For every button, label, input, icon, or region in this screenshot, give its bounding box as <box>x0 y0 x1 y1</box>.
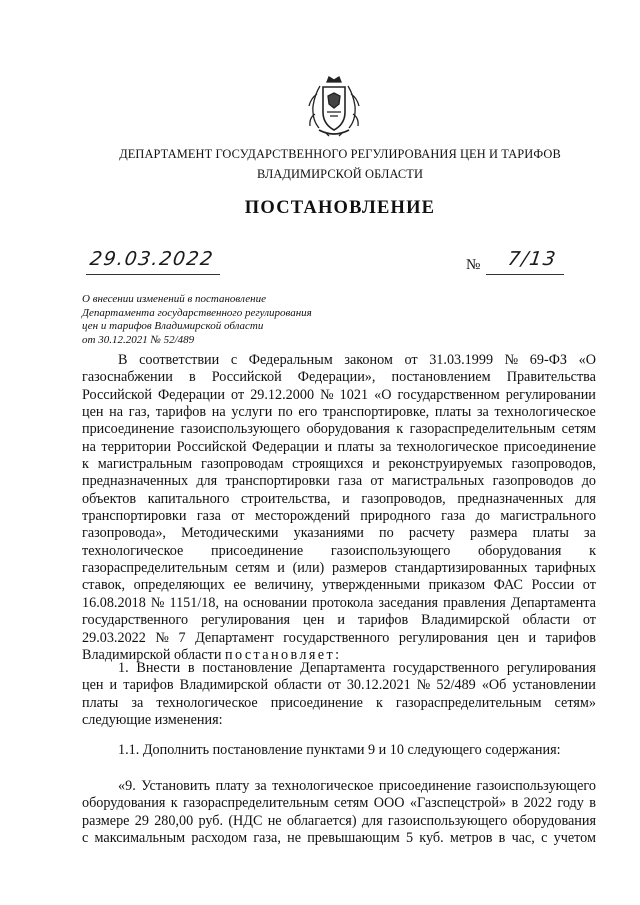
word: платы <box>532 525 569 542</box>
word: транспортировки <box>82 508 187 525</box>
word: его <box>298 404 318 421</box>
word: строительства, <box>241 490 331 507</box>
word: 30.12.2021 <box>346 677 411 694</box>
text-line <box>82 387 596 404</box>
resolves-word: постановляет: <box>225 646 342 663</box>
word: к <box>375 694 383 711</box>
word: 29.12.2000 <box>250 386 315 403</box>
word: № <box>416 677 431 694</box>
word: Департамента <box>510 594 596 611</box>
word: технологическое <box>82 542 184 559</box>
text-line <box>82 830 596 847</box>
word: тарифных <box>535 560 596 577</box>
text-line <box>82 508 596 525</box>
text-line-content: Владимирской области <box>82 646 222 663</box>
word: тарифов <box>545 629 596 646</box>
word: присоединение <box>378 778 472 794</box>
word: капитального <box>147 490 230 507</box>
document-date: 29.03.2022 <box>88 248 216 270</box>
text-line-content: следующие изменения: <box>82 712 223 729</box>
word: территории <box>101 438 172 455</box>
text-line <box>82 560 596 577</box>
word: области <box>274 677 322 694</box>
word: Федерации <box>252 438 320 455</box>
word: ставок, <box>82 577 126 594</box>
word: за <box>476 404 489 421</box>
word: на <box>211 404 226 421</box>
word: расходом <box>191 830 248 847</box>
text-line <box>82 439 596 456</box>
word: тарифов <box>155 404 207 421</box>
word: регулирования <box>506 660 596 676</box>
word: присоединение <box>211 542 304 559</box>
text-line <box>82 695 596 712</box>
word: 2022 <box>523 795 552 812</box>
text-line <box>82 660 596 677</box>
word: Федеральным <box>248 352 333 368</box>
word: Установить <box>141 778 211 794</box>
word: государственного <box>82 612 189 629</box>
word: газораспределительным <box>409 421 556 438</box>
subject-line: Департамента государственного регулирования <box>82 306 312 319</box>
word: к <box>589 542 596 559</box>
word: газопроводам <box>201 456 284 473</box>
word: в <box>511 795 519 812</box>
word: для <box>361 812 383 829</box>
word: области <box>522 612 570 629</box>
word: цен <box>82 677 104 694</box>
word: Владимирской <box>179 677 269 694</box>
word: технологическое <box>272 778 374 794</box>
word: тарифов <box>123 677 174 694</box>
word: час, <box>511 830 535 847</box>
word: предназначенных <box>82 473 189 490</box>
word: в <box>589 795 596 812</box>
word: от <box>582 577 596 594</box>
number-underline <box>486 274 564 275</box>
subject-line: от 30.12.2021 № 52/489 <box>82 333 195 346</box>
word: размера <box>469 525 518 542</box>
word: году <box>557 795 584 812</box>
word: за <box>379 438 392 455</box>
word: «9. <box>118 778 136 794</box>
word: (НДС <box>228 812 263 829</box>
word: газа, <box>253 830 281 847</box>
subject-line: О внесении изменений в постановление <box>82 293 266 305</box>
word: расчету <box>408 525 455 542</box>
text-line <box>82 778 596 795</box>
word: газопроводов <box>492 473 574 490</box>
word: регулировании <box>505 386 596 403</box>
text-line <box>82 352 596 369</box>
word: газа <box>196 508 221 525</box>
word: к <box>82 456 89 473</box>
word: присоединение <box>503 438 596 455</box>
subject-line: цен и тарифов Владимирской области <box>82 320 264 333</box>
word: сетям <box>334 795 369 812</box>
word: сетям» <box>554 694 596 711</box>
word: цен <box>82 404 104 421</box>
word: предназначенных <box>457 490 564 507</box>
word: оборудования <box>478 542 562 559</box>
text-line <box>82 491 596 508</box>
text-line <box>82 577 596 594</box>
word: сетям <box>235 560 270 577</box>
word: магистральным <box>97 456 193 473</box>
word: технологическое <box>494 404 596 421</box>
word: максимальным <box>94 830 186 847</box>
word: газоиспользующего <box>330 542 451 559</box>
word: присоединение <box>270 694 363 711</box>
date-underline <box>86 274 220 275</box>
text-line <box>82 813 596 830</box>
word: на <box>224 594 238 611</box>
word: 31.03.1999 <box>429 352 494 368</box>
item-1-1-paragraph <box>82 742 596 759</box>
word: Внести <box>136 660 181 676</box>
word: с <box>230 352 238 368</box>
word: указаниями <box>293 525 364 542</box>
word: от <box>327 677 341 694</box>
word: платы <box>82 694 119 711</box>
word: основании <box>243 594 308 611</box>
text-line <box>82 595 596 612</box>
word: размеров <box>331 560 387 577</box>
word: в <box>187 660 195 676</box>
word: «О <box>374 386 392 403</box>
word: газопроводов, <box>511 456 596 473</box>
word: с <box>82 830 89 847</box>
word: законом <box>344 352 393 368</box>
word: и <box>109 677 118 694</box>
word: от <box>231 508 245 525</box>
word: природного <box>360 508 431 525</box>
text-line <box>82 612 596 629</box>
word: заседания <box>378 594 439 611</box>
word: месторождений <box>254 508 350 525</box>
word: газоиспользующего <box>387 812 508 829</box>
word: транспортировке, <box>322 404 430 421</box>
word: 1021 <box>339 386 369 403</box>
word: платы <box>337 438 375 455</box>
text-line <box>82 473 596 490</box>
word: по <box>278 404 293 421</box>
text-line <box>82 369 596 386</box>
word: оборудования <box>306 421 390 438</box>
word: газоснабжении <box>82 369 173 386</box>
word: в <box>188 369 196 386</box>
text-line <box>82 421 596 438</box>
word: и <box>337 612 345 629</box>
word: реконструируемых <box>388 456 503 473</box>
word: газа <box>338 473 363 490</box>
text-line <box>82 742 596 759</box>
word: газопроводов, <box>361 490 446 507</box>
word: ООО <box>373 795 405 812</box>
text-line <box>82 404 596 421</box>
word: газораспределительным <box>395 694 542 711</box>
department-name-line2: ВЛАДИМИРСКОЙ ОБЛАСТИ <box>256 167 424 181</box>
word: (или) <box>292 560 325 577</box>
word: Российской <box>82 386 152 403</box>
word: газ, <box>128 404 151 421</box>
word: Владимирской <box>421 612 510 629</box>
word: Департамента <box>300 660 386 676</box>
word: тарифов <box>357 612 409 629</box>
word: не <box>267 812 282 829</box>
word: определяющих <box>133 577 225 594</box>
word: соответствии <box>139 352 220 368</box>
word: облагается) <box>286 812 357 829</box>
word: ФАС <box>493 577 523 594</box>
word: магистрального <box>500 508 596 525</box>
word: установлении <box>512 677 596 694</box>
word: «О <box>578 352 596 368</box>
word: цен <box>302 612 325 629</box>
word: от <box>404 352 418 368</box>
word: утвержденными <box>322 577 421 594</box>
word: № <box>155 629 169 646</box>
word: газоиспользующего <box>476 778 596 794</box>
word: В <box>118 352 128 368</box>
word: на <box>82 438 96 455</box>
word: метров <box>449 830 493 847</box>
coat-of-arms-icon <box>305 74 363 140</box>
text-line <box>82 456 596 473</box>
word: транспортировки <box>225 473 330 490</box>
word: Правительства <box>506 369 596 386</box>
word: не <box>287 830 301 847</box>
item-9-paragraph <box>82 778 596 847</box>
word: Методическими <box>181 525 279 542</box>
word: № <box>320 386 334 403</box>
word: 1. <box>118 660 129 676</box>
word: газораспределительным <box>82 560 228 577</box>
document-subject <box>82 293 312 347</box>
word: России <box>531 577 575 594</box>
word: величину, <box>254 577 314 594</box>
word: платы <box>434 404 472 421</box>
word: регулирования <box>398 629 488 646</box>
word: и <box>342 490 350 507</box>
text-line <box>82 677 596 694</box>
word: «Газспецстрой» <box>409 795 507 812</box>
preamble-paragraph <box>82 352 596 664</box>
word: Федерации <box>157 386 225 403</box>
number-sign: № <box>466 257 481 273</box>
word: 29.03.2022 <box>82 629 146 646</box>
word: постановление <box>202 660 293 676</box>
word: на <box>109 404 124 421</box>
word: протокола <box>312 594 374 611</box>
word: за <box>254 778 267 794</box>
word: приказом <box>428 577 486 594</box>
word: регулирования <box>201 612 291 629</box>
word: 29 <box>134 812 149 829</box>
word: государственного <box>393 660 500 676</box>
word: до <box>475 508 490 525</box>
word: 52/489 <box>436 677 476 694</box>
word: 16.08.2018 <box>82 594 146 611</box>
word: учетом <box>553 830 596 847</box>
word: плату <box>215 778 250 794</box>
word: ее <box>233 577 246 594</box>
word: государственного <box>283 629 390 646</box>
word: и <box>528 629 537 646</box>
text-line <box>82 795 596 812</box>
word: для <box>575 490 596 507</box>
word: магистральных <box>391 473 485 490</box>
word: технологическое <box>156 694 258 711</box>
word: Департамент <box>195 629 274 646</box>
document-type-title: ПОСТАНОВЛЕНИЕ <box>244 198 436 218</box>
word: 1151/18, <box>169 594 220 611</box>
word: превышающим <box>307 830 400 847</box>
word: за <box>584 525 596 542</box>
word: правления <box>443 594 506 611</box>
word: государственном <box>397 386 500 403</box>
word: и <box>277 560 285 577</box>
word: от <box>582 612 596 629</box>
word: руб. <box>198 812 224 829</box>
word: с <box>541 830 548 847</box>
word: технологическое <box>396 438 499 455</box>
word: газораспределительным <box>183 795 329 812</box>
word: газа <box>441 508 466 525</box>
word: Федерации», <box>297 369 376 386</box>
word: и <box>324 438 333 455</box>
word: к <box>396 421 404 438</box>
word: куб. <box>419 830 444 847</box>
word: 5 <box>405 830 414 847</box>
text-line <box>82 630 596 647</box>
word: для <box>196 473 218 490</box>
word: и <box>372 456 380 473</box>
text-line <box>82 712 596 729</box>
word: газоиспользующего <box>180 421 301 438</box>
word: 7 <box>178 629 186 646</box>
word: № <box>504 352 519 368</box>
word: за <box>131 694 144 711</box>
word: Российской <box>176 438 247 455</box>
word: строящихся <box>292 456 364 473</box>
word: 280,00 <box>154 812 194 829</box>
word: газопровода», <box>82 525 166 542</box>
word: оборудования <box>82 795 166 812</box>
word: оборудования <box>512 812 596 829</box>
word: постановлением <box>391 369 491 386</box>
word: по <box>379 525 394 542</box>
word: услуги <box>231 404 273 421</box>
word: до <box>581 473 596 490</box>
word: 69-ФЗ <box>529 352 568 368</box>
text-line <box>82 525 596 542</box>
item-1-paragraph <box>82 660 596 729</box>
word: стандартизированных <box>394 560 528 577</box>
word: сетям <box>561 421 596 438</box>
word: объектов <box>82 490 137 507</box>
text-line <box>82 543 596 560</box>
word: Российской <box>211 369 282 386</box>
department-name-line1: ДЕПАРТАМЕНТ ГОСУДАРСТВЕННОГО РЕГУЛИРОВАНИЯ ЦЕН И ТАРИФОВ <box>119 147 561 161</box>
word: цен <box>497 629 519 646</box>
word: от <box>370 473 384 490</box>
word: присоединение <box>82 421 175 438</box>
word: «Об <box>481 677 507 694</box>
word: в <box>498 830 506 847</box>
word: размере <box>82 812 130 829</box>
text-line-content: 1.1. Дополнить постановление пунктами 9 и 10 следующего содержания: <box>118 742 561 758</box>
word: № <box>150 594 165 611</box>
word: к <box>170 795 178 812</box>
word: от <box>231 386 245 403</box>
document-number: 7/13 <box>506 248 559 270</box>
